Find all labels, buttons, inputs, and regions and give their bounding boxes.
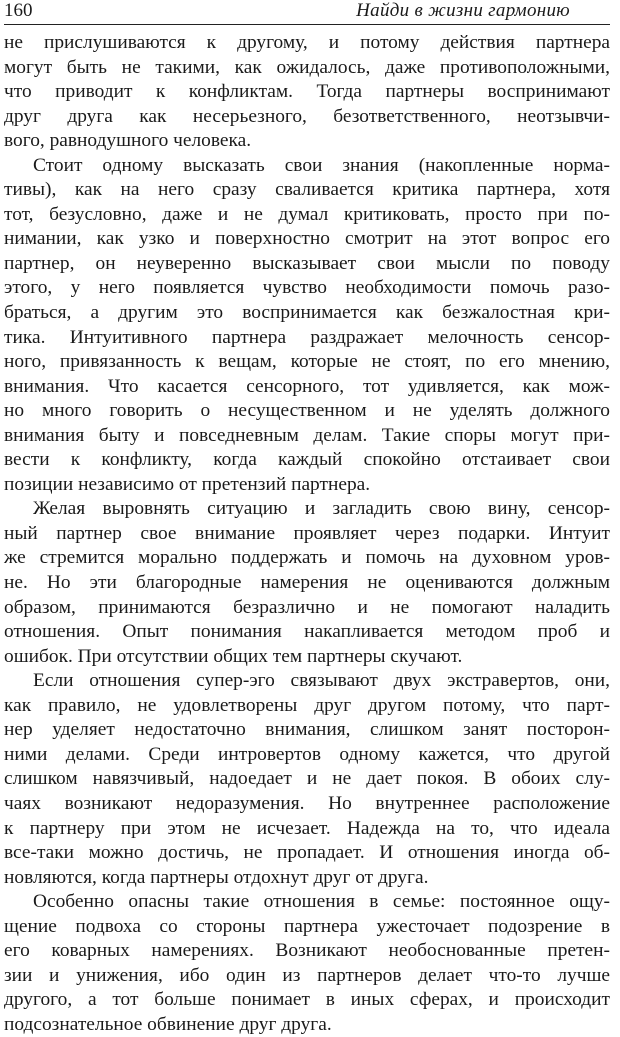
text-line: внимания. Что касается сенсорного, тот удивляется, как мож- <box>4 375 610 397</box>
text-line: его коварных намерениях. Возникают необоснованные претен- <box>4 940 610 962</box>
text-line: Желая выровнять ситуацию и загладить свою вину, сенсор- <box>33 498 610 520</box>
text-line: не. Но эти благородные намерения не оцениваются должным <box>4 572 610 594</box>
header-rule <box>4 24 610 25</box>
text-line: щение подвоха со стороны партнера ужесточает подозрение в <box>4 915 610 937</box>
text-line: позиции независимо от претензий партнера. <box>4 473 371 495</box>
text-line: ный партнер свое внимание проявляет через подарки. Интуит <box>4 522 610 544</box>
page-header <box>4 0 610 28</box>
text-line: могут быть не такими, как ожидалось, даже противоположными, <box>4 56 610 78</box>
text-line: ними делами. Среди интровертов одному кажется, что другой <box>4 743 610 765</box>
text-line: отношения. Опыт понимания накапливается методом проб и <box>4 621 610 643</box>
text-line: внимания быту и повседневным делам. Такие споры могут при- <box>4 424 610 446</box>
running-title: Найди в жизни гармонию <box>356 0 570 21</box>
text-line: но много говорить о несущественном и не уделять должного <box>4 400 610 422</box>
text-line: подсознательное обвинение друг друга. <box>4 1013 332 1035</box>
text-line: вого, равнодушного человека. <box>4 130 252 152</box>
text-line: образом, принимаются безразлично и не помогают наладить <box>4 596 610 618</box>
text-line: нер уделяет недостаточно внимания, слишком занят посторон- <box>4 719 610 741</box>
text-line: другого, а тот больше понимает в иных сферах, и происходит <box>4 989 610 1011</box>
text-line: нимании, как узко и поверхностно смотрит на этот вопрос его <box>4 228 610 250</box>
text-line: как правило, не удовлетворены друг другом потому, что парт- <box>4 694 610 716</box>
page-number: 160 <box>4 0 33 21</box>
text-line: Если отношения супер-эго связывают двух экстравертов, они, <box>33 670 610 692</box>
text-line: друг друга как несерьезного, безответственного, неотзывчи- <box>4 105 610 127</box>
text-line: вести к конфликту, когда каждый спокойно отстаивает свои <box>4 449 610 471</box>
text-line: тивы), как на него сразу сваливается критика партнера, хотя <box>4 179 610 201</box>
text-line: этого, у него появляется чувство необходимости помочь разо- <box>4 277 610 299</box>
text-line: партнер, он неуверенно высказывает свои мысли по поводу <box>4 252 610 274</box>
text-line: браться, а другим это воспринимается как безжалостная кри- <box>4 302 610 324</box>
text-line: чаях возникают недоразумения. Но внутреннее расположение <box>4 792 610 814</box>
text-line: Особенно опасны такие отношения в семье: постоянное ощу- <box>33 891 610 913</box>
text-line: к партнеру при этом не исчезает. Надежда на то, что идеала <box>4 817 610 839</box>
text-line: же стремится морально поддержать и помочь на духовном уров- <box>4 547 610 569</box>
text-line: тот, безусловно, даже и не думал критиковать, просто при по- <box>4 203 610 225</box>
text-line: новляются, когда партнеры отдохнут друг от друга. <box>4 866 429 888</box>
text-line: не прислушиваются к другому, и потому действия партнера <box>4 32 610 53</box>
text-line: все-таки можно достичь, не пропадает. И отношения иногда об- <box>4 842 610 864</box>
text-line: Стоит одному высказать свои знания (накопленные норма- <box>33 154 610 176</box>
text-line: слишком навязчивый, надоедает и не дает покоя. В обоих слу- <box>4 768 610 790</box>
text-line: ошибок. При отсутствии общих тем партнеры скучают. <box>4 645 463 667</box>
text-line: тика. Интуитивного партнера раздражает мелочность сенсор- <box>4 326 610 348</box>
text-line: ного, привязанность к вещам, которые не стоят, по его мнению, <box>4 351 610 373</box>
text-line: зии и унижения, ибо один из партнеров делает что-то лучше <box>4 964 610 986</box>
text-line: что приводит к конфликтам. Тогда партнеры воспринимают <box>4 81 610 103</box>
body-text <box>4 31 610 1037</box>
